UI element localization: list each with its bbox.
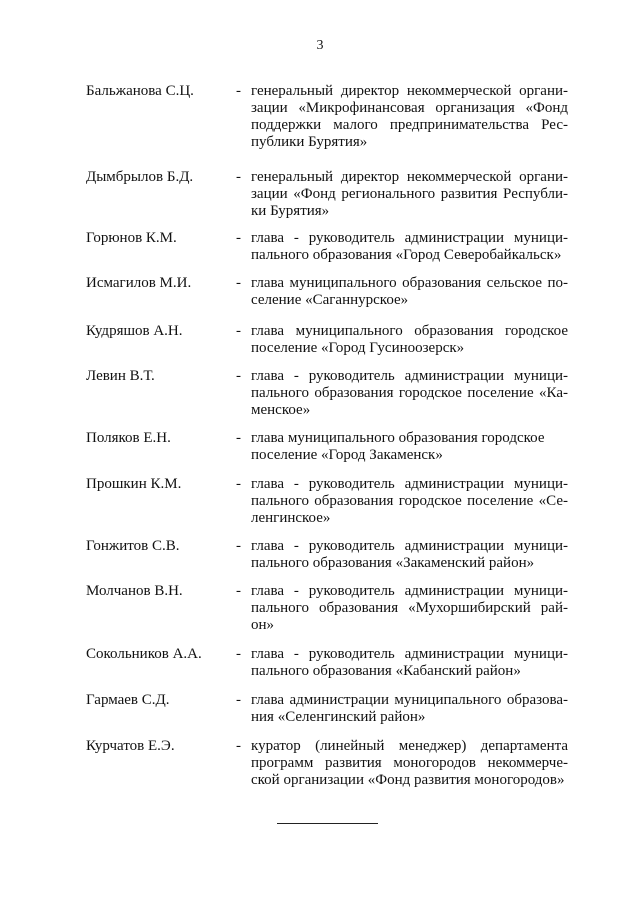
role-line: глава муниципального образования городское <box>251 323 568 339</box>
member-role <box>251 368 568 419</box>
role-line: поселение «Город Закаменск» <box>251 447 443 463</box>
role-line: глава - руководитель администрации муници- <box>251 368 568 384</box>
role-line: пального образования «Мухоршибирский рай- <box>251 600 568 616</box>
role-line: генеральный директор некоммерческой органи- <box>251 169 568 185</box>
role-line: глава - руководитель администрации муници- <box>251 646 568 662</box>
list-item <box>0 83 640 169</box>
list-item <box>0 738 640 798</box>
role-line: генеральный директор некоммерческой органи- <box>251 83 568 99</box>
list-item <box>0 430 640 476</box>
role-line: глава администрации муниципального образова- <box>251 692 568 708</box>
separator-dash: - <box>236 692 241 708</box>
member-role <box>251 83 568 151</box>
role-line: куратор (линейный менеджер) департамента <box>251 738 568 754</box>
role-line: глава - руководитель администрации муници- <box>251 476 568 492</box>
member-name: Гармаев С.Д. <box>86 692 170 708</box>
separator-dash: - <box>236 583 241 599</box>
role-line: пального образования «Город Северобайкальск» <box>251 247 562 263</box>
list-item <box>0 476 640 538</box>
member-name: Курчатов Е.Э. <box>86 738 175 754</box>
separator-dash: - <box>236 476 241 492</box>
role-line: он» <box>251 617 275 633</box>
footer-divider <box>277 823 378 824</box>
member-name: Сокольников А.А. <box>86 646 202 662</box>
list-item <box>0 230 640 275</box>
separator-dash: - <box>236 430 241 446</box>
member-role <box>251 738 568 789</box>
list-item <box>0 275 640 323</box>
member-name: Гонжитов С.В. <box>86 538 180 554</box>
separator-dash: - <box>236 323 241 339</box>
role-line: пального образования городское поселение «Ка- <box>251 385 568 401</box>
list-item <box>0 538 640 583</box>
separator-dash: - <box>236 368 241 384</box>
role-line: публики Бурятия» <box>251 134 368 150</box>
separator-dash: - <box>236 275 241 291</box>
member-name: Молчанов В.Н. <box>86 583 183 599</box>
member-role <box>251 583 568 634</box>
list-item <box>0 583 640 646</box>
member-role <box>251 323 568 357</box>
role-line: ленгинское» <box>251 510 331 526</box>
member-role <box>251 430 568 464</box>
member-role <box>251 476 568 527</box>
role-line: селение «Саганнурское» <box>251 292 409 308</box>
role-line: пального образования городское поселение «Се- <box>251 493 568 509</box>
member-name: Прошкин К.М. <box>86 476 182 492</box>
member-role <box>251 646 568 680</box>
role-line: менское» <box>251 402 311 418</box>
member-name: Исмагилов М.И. <box>86 275 192 291</box>
role-line: пального образования «Кабанский район» <box>251 663 521 679</box>
member-list <box>0 83 640 798</box>
role-line: глава - руководитель администрации муници- <box>251 538 568 554</box>
role-line: глава муниципального образования сельское по- <box>251 275 568 291</box>
role-line: программ развития моногородов некоммерче- <box>251 755 568 771</box>
role-line: глава муниципального образования городское <box>251 430 545 446</box>
role-line: глава - руководитель администрации муници- <box>251 230 568 246</box>
member-role <box>251 692 568 726</box>
separator-dash: - <box>236 738 241 754</box>
role-line: ния «Селенгинский район» <box>251 709 426 725</box>
member-role <box>251 169 568 220</box>
member-name: Поляков Е.Н. <box>86 430 171 446</box>
role-line: поддержки малого предпринимательства Рес- <box>251 117 568 133</box>
list-item <box>0 323 640 368</box>
role-line: ской организации «Фонд развития моногородов» <box>251 772 565 788</box>
role-line: ки Бурятия» <box>251 203 330 219</box>
list-item <box>0 368 640 430</box>
page-number: 3 <box>316 38 324 53</box>
member-name: Горюнов К.М. <box>86 230 177 246</box>
role-line: зации «Фонд регионального развития Республи- <box>251 186 568 202</box>
separator-dash: - <box>236 538 241 554</box>
role-line: зации «Микрофинансовая организация «Фонд <box>251 100 568 116</box>
role-line: поселение «Город Гусиноозерск» <box>251 340 465 356</box>
member-name: Бальжанова С.Ц. <box>86 83 194 99</box>
role-line: пального образования «Закаменский район» <box>251 555 535 571</box>
list-item <box>0 692 640 738</box>
separator-dash: - <box>236 230 241 246</box>
member-role <box>251 275 568 309</box>
member-name: Левин В.Т. <box>86 368 155 384</box>
member-name: Кудряшов А.Н. <box>86 323 183 339</box>
list-item <box>0 646 640 692</box>
list-item <box>0 169 640 230</box>
separator-dash: - <box>236 83 241 99</box>
separator-dash: - <box>236 169 241 185</box>
separator-dash: - <box>236 646 241 662</box>
member-name: Дымбрылов Б.Д. <box>86 169 194 185</box>
role-line: глава - руководитель администрации муници- <box>251 583 568 599</box>
member-role <box>251 538 568 572</box>
member-role <box>251 230 568 264</box>
